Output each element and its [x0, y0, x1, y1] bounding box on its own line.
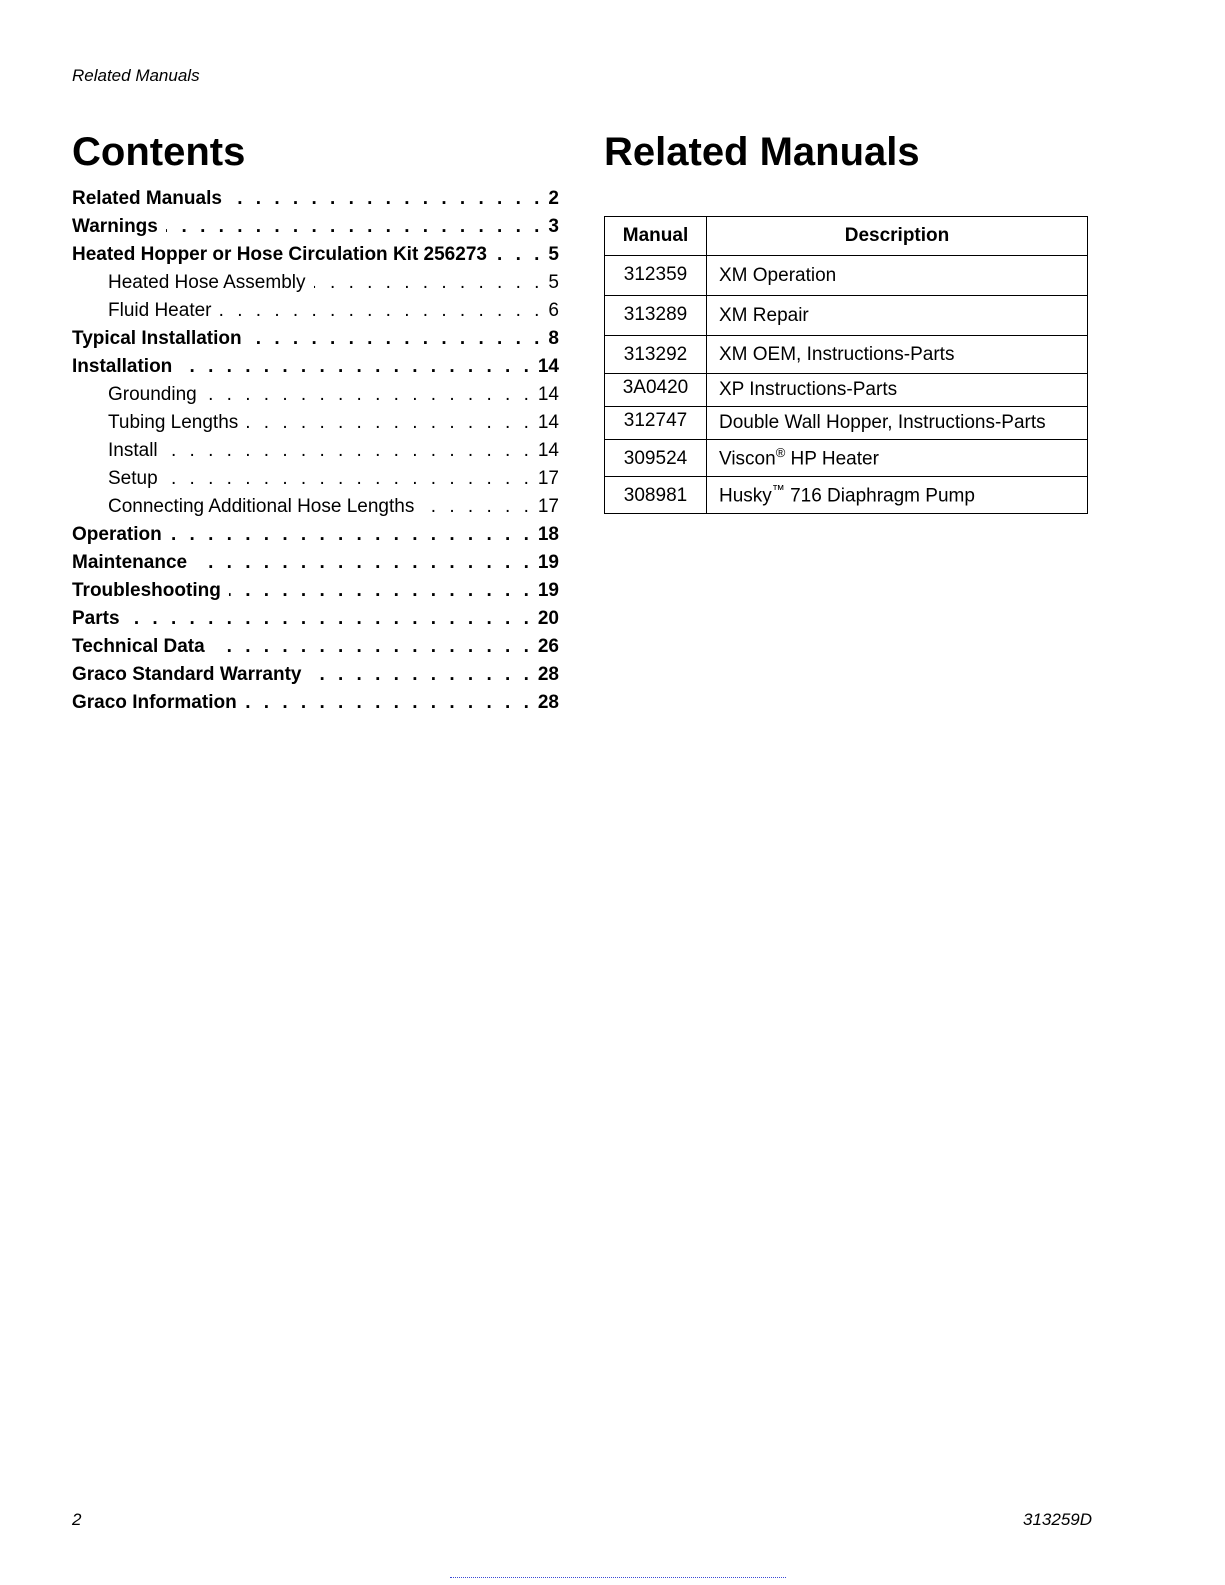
toc-entry-page: 20: [537, 608, 559, 629]
table-row: [605, 477, 1088, 514]
toc-entry[interactable]: [72, 216, 559, 244]
toc-entry[interactable]: [72, 608, 559, 636]
toc-entry-page: 28: [537, 692, 559, 713]
manual-number-cell: 309524: [605, 440, 707, 477]
description-text: XM Operation: [719, 264, 837, 286]
toc-entry-page: 3: [548, 216, 559, 237]
toc-entry[interactable]: [72, 272, 559, 300]
toc-leader-dots: [128, 608, 533, 630]
toc-entry-label: Graco Standard Warranty: [72, 664, 302, 685]
table-row: [605, 256, 1088, 296]
description-text: Double Wall Hopper, Instructions-Parts: [719, 412, 1046, 433]
description-cell: [707, 440, 1088, 477]
table-row: [605, 440, 1088, 477]
toc-entry-label: Operation: [72, 524, 162, 545]
toc-entry[interactable]: [72, 328, 559, 356]
bottom-divider: [450, 1577, 786, 1578]
trademark-mark: ®: [775, 445, 786, 461]
toc-leader-dots: [245, 692, 533, 714]
toc-entry-page: 19: [537, 552, 559, 573]
table-row: [605, 336, 1088, 374]
toc-leader-dots: [213, 636, 533, 658]
toc-leader-dots: [205, 384, 533, 406]
toc-entry-page: 28: [537, 664, 559, 685]
toc-entry-page: 5: [548, 244, 559, 265]
toc-entry-page: 5: [548, 272, 559, 293]
description-text: Husky: [719, 485, 772, 507]
toc-leader-dots: [309, 664, 532, 686]
toc-entry[interactable]: [72, 440, 559, 468]
toc-leader-dots: [246, 412, 533, 434]
manual-number-cell: 312747: [605, 407, 707, 440]
toc-entry-label: Warnings: [72, 216, 158, 237]
toc-leader-dots: [166, 216, 544, 238]
toc-entry-label: Related Manuals: [72, 188, 222, 209]
toc-leader-dots: [166, 440, 533, 462]
toc-entry-label: Heated Hopper or Hose Circulation Kit 256273: [72, 244, 487, 265]
toc-entry-label: Fluid Heater: [108, 300, 212, 321]
manual-number-cell: 3A0420: [605, 374, 707, 407]
document-number: 313259D: [1023, 1510, 1093, 1529]
description-cell: [707, 296, 1088, 336]
toc-entry-page: 14: [537, 356, 559, 377]
description-text: XM Repair: [719, 304, 809, 326]
toc-leader-dots: [220, 300, 544, 322]
toc-entry-page: 14: [537, 412, 559, 433]
description-cell: [707, 407, 1088, 440]
description-text: XP Instructions-Parts: [719, 379, 898, 400]
toc-entry-page: 19: [537, 580, 559, 601]
toc-entry-page: 6: [548, 300, 559, 321]
toc-entry[interactable]: [72, 412, 559, 440]
toc-leader-dots: [170, 524, 533, 546]
running-header: Related Manuals: [72, 66, 200, 85]
toc-entry-label: Grounding: [108, 384, 197, 405]
toc-leader-dots: [180, 356, 533, 378]
toc-entry[interactable]: [72, 188, 559, 216]
toc-leader-dots: [495, 244, 543, 266]
toc-entry-label: Installation: [72, 356, 173, 377]
description-text: Viscon: [719, 448, 776, 470]
toc-entry-label: Install: [108, 440, 158, 461]
column-header-manual: Manual: [605, 217, 707, 256]
related-manuals-title: Related Manuals: [604, 130, 920, 174]
toc-entry[interactable]: [72, 244, 559, 272]
toc-entry-label: Graco Information: [72, 692, 237, 713]
toc-entry-page: 14: [537, 384, 559, 405]
toc-entry-label: Heated Hose Assembly: [108, 272, 306, 293]
toc-entry[interactable]: [72, 468, 559, 496]
column-header-description: Description: [707, 217, 1088, 256]
toc-entry-page: 14: [537, 440, 559, 461]
toc-entry[interactable]: [72, 356, 559, 384]
toc-leader-dots: [166, 468, 533, 490]
toc-entry[interactable]: [72, 300, 559, 328]
toc-entry[interactable]: [72, 664, 559, 692]
contents-list: [72, 188, 559, 720]
toc-leader-dots: [229, 580, 533, 602]
toc-entry[interactable]: [72, 692, 559, 720]
toc-entry-label: Troubleshooting: [72, 580, 221, 601]
manual-number-cell: 313289: [605, 296, 707, 336]
related-manuals-table: [604, 216, 1088, 514]
manual-number-cell: 312359: [605, 256, 707, 296]
toc-entry-page: 17: [537, 496, 559, 517]
toc-entry[interactable]: [72, 524, 559, 552]
toc-leader-dots: [314, 272, 544, 294]
description-cell: [707, 256, 1088, 296]
related-manuals-body: [605, 256, 1088, 514]
trademark-mark: ™: [771, 482, 785, 498]
toc-entry-page: 2: [548, 188, 559, 209]
toc-entry-label: Connecting Additional Hose Lengths: [108, 496, 415, 517]
description-text-rest: HP Heater: [785, 448, 879, 470]
manual-number-cell: 308981: [605, 477, 707, 514]
description-text-rest: 716 Diaphragm Pump: [784, 485, 975, 507]
description-cell: [707, 374, 1088, 407]
toc-leader-dots: [250, 328, 544, 350]
toc-entry-label: Parts: [72, 608, 120, 629]
toc-entry[interactable]: [72, 580, 559, 608]
toc-leader-dots: [230, 188, 543, 210]
toc-entry[interactable]: [72, 384, 559, 412]
toc-entry-page: 18: [537, 524, 559, 545]
description-cell: [707, 477, 1088, 514]
toc-entry-label: Typical Installation: [72, 328, 242, 349]
toc-entry-label: Technical Data: [72, 636, 205, 657]
manual-number-cell: 313292: [605, 336, 707, 374]
toc-entry-page: 17: [537, 468, 559, 489]
table-header-row: [605, 217, 1088, 256]
toc-leader-dots: [422, 496, 533, 518]
toc-entry[interactable]: [72, 552, 559, 580]
toc-entry-page: 8: [548, 328, 559, 349]
description-text: XM OEM, Instructions-Parts: [719, 343, 955, 365]
toc-entry[interactable]: [72, 636, 559, 664]
toc-leader-dots: [195, 552, 533, 574]
toc-entry-label: Setup: [108, 468, 158, 489]
toc-entry-label: Maintenance: [72, 552, 188, 573]
table-row: [605, 407, 1088, 440]
description-cell: [707, 336, 1088, 374]
toc-entry-page: 26: [537, 636, 559, 657]
table-row: [605, 374, 1088, 407]
toc-entry-label: Tubing Lengths: [108, 412, 239, 433]
toc-entry[interactable]: [72, 496, 559, 524]
page-number: 2: [72, 1510, 82, 1529]
table-row: [605, 296, 1088, 336]
contents-title: Contents: [72, 130, 246, 174]
